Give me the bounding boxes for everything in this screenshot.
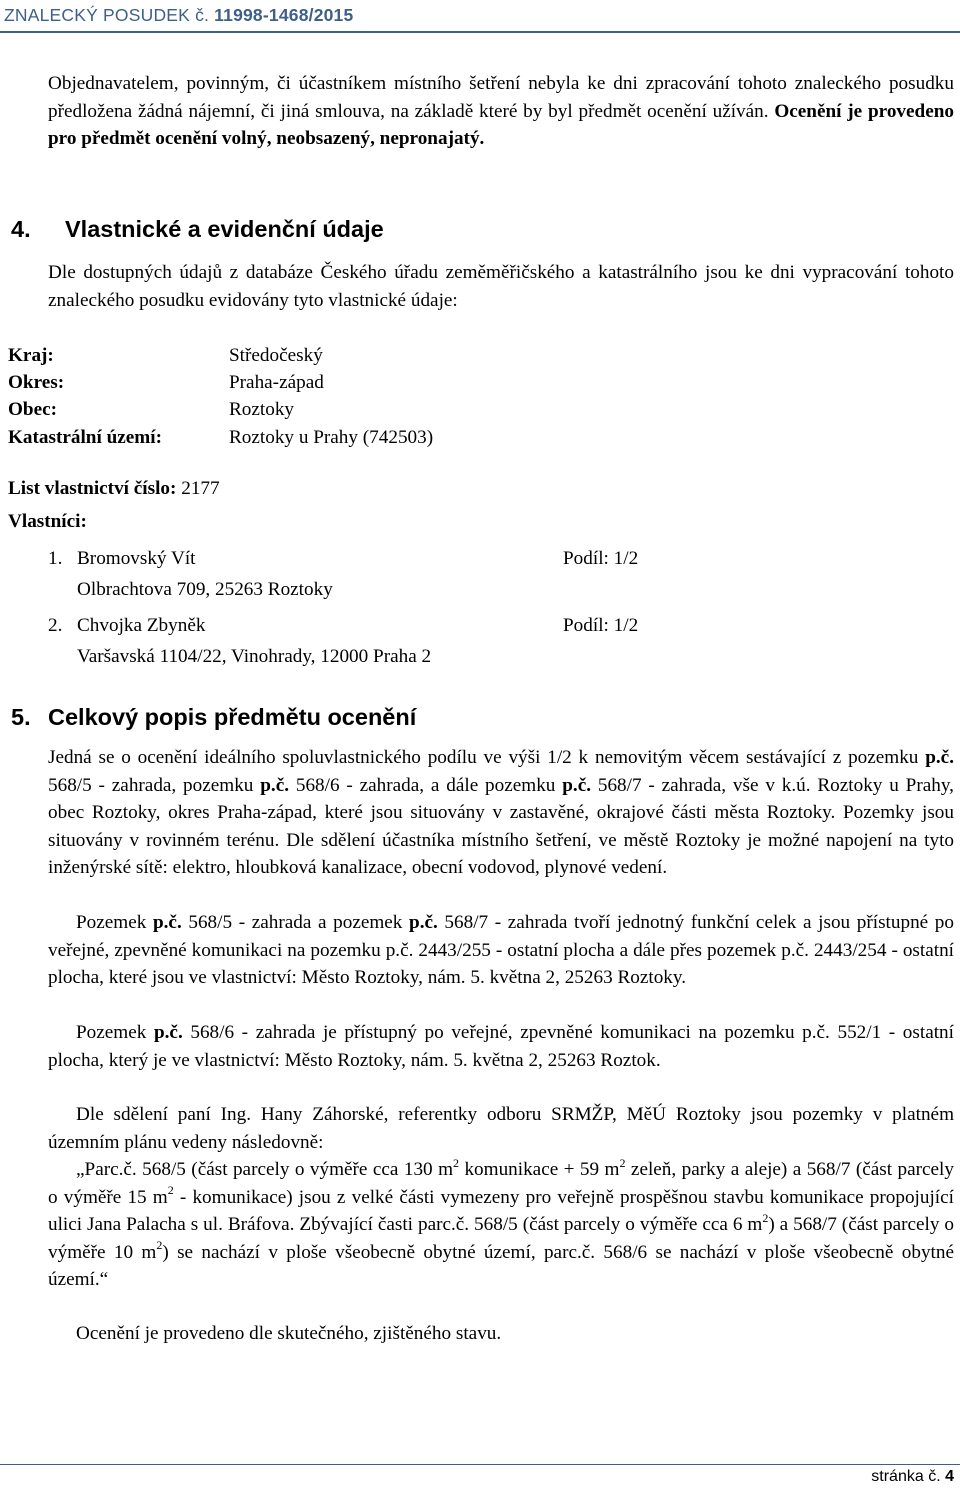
owner-share: Podíl: 1/2	[563, 615, 639, 636]
field-kraj: Kraj: Středočeský	[8, 345, 323, 366]
description-paragraph-2: Pozemek p.č. 568/5 - zahrada a pozemek p.č. 568/7 - zahrada tvoří jednotný funkční celek a jsou přístupné po veřejné, zpevněné komunikaci na pozemku p.č. 2443/255 - ostatní plocha a dále přes pozemek p.č. 2443/254 - ostatní plocha, které jsou ve vlastnictví: Město Roztoky, nám. 5. května 2, 25263 Roztoky.	[48, 912, 954, 989]
owner-1: 1. Bromovský Vít Podíl: 1/2 Olbrachtova 709, 25263 Roztoky	[48, 545, 688, 606]
field-katastralni-uzemi: Katastrální území: Roztoky u Prahy (742503)	[8, 426, 434, 448]
ownership-list	[8, 475, 220, 503]
owner-2: 2. Chvojka Zbyněk Podíl: 1/2 Varšavská 1104/22, Vinohrady, 12000 Praha 2	[48, 612, 688, 673]
page-header	[4, 2, 956, 30]
field-obec: Obec: Roztoky	[8, 399, 295, 421]
owner-name: Chvojka Zbyněk	[77, 615, 206, 636]
ownership-list-number: 2177	[181, 478, 220, 499]
owner-address: Varšavská 1104/22, Vinohrady, 12000 Praha 2	[77, 646, 432, 667]
footer-label: stránka č.	[871, 1468, 941, 1485]
field-okres: Okres: Praha-západ	[8, 372, 324, 394]
page-footer	[871, 1466, 954, 1488]
section-5-title: Celkový popis předmětu ocenění	[48, 704, 417, 730]
owners-label: Vlastníci:	[8, 511, 87, 532]
page-number: 4	[945, 1468, 954, 1485]
owner-address: Olbrachtova 709, 25263 Roztoky	[77, 579, 333, 600]
section-4-title: Vlastnické a evidenční údaje	[65, 216, 384, 242]
section-4-number: 4.	[11, 216, 31, 242]
owner-share: Podíl: 1/2	[563, 548, 639, 569]
header-number: 11998-1468/2015	[214, 5, 354, 25]
header-title: ZNALECKÝ POSUDEK č.	[4, 5, 210, 25]
ownership-list-label: List vlastnictví číslo:	[8, 478, 177, 499]
description-paragraph-6: Ocenění je provedeno dle skutečného, zjištěného stavu.	[76, 1323, 502, 1344]
intro-bold-text: Ocenění je provedeno pro předmět ocenění volný, neobsazený, nepronajatý.	[48, 100, 954, 150]
cadastral-fields	[8, 342, 608, 451]
intro-text: Objednavatelem, povinným, či účastníkem místního šetření nebyla ke dni zpracování tohoto znaleckého posudku předložena žádná nájemní, či jiná smlouva, na základě které by byl předmět ocenění užíván.	[48, 73, 954, 122]
description-paragraph-4: Dle sdělení paní Ing. Hany Záhorské, referentky odboru SRMŽP, MěÚ Roztoky jsou pozemky v platném územním plánu vedeny následovně:	[48, 1104, 954, 1153]
section-5-heading	[11, 702, 416, 732]
description-paragraph-1: Jedná se o ocenění ideálního spoluvlastnického podílu ve výši 1/2 k nemovitým věcem sestávající z pozemku p.č. 568/5 - zahrada, pozemku p.č. 568/6 - zahrada, a dále pozemku p.č. 568/7 - zahrada, vše v k.ú. Roztoky u Prahy, obec Roztoky, okres Praha-západ, které jsou situovány v zastavěné, okrajové části města Roztoky. Pozemky jsou situovány v rovinném terénu. Dle sdělení účastníka místního šetření, ve městě Roztoky je možné napojení na tyto inženýrské sítě: elektro, hloubková kanalizace, obecní vodovod, plynové vedení.	[48, 747, 954, 879]
section-5-number: 5.	[11, 704, 31, 730]
intro-paragraph	[48, 70, 954, 153]
header-rule	[0, 31, 960, 33]
description-paragraph-3: Pozemek p.č. 568/6 - zahrada je přístupný po veřejné, zpevněné komunikaci na pozemku p.č. 552/1 - ostatní plocha, který je ve vlastnictví: Město Roztoky, nám. 5. května 2, 25263 Roztok.	[48, 1022, 954, 1071]
section-4-text: Dle dostupných údajů z databáze Českého úřadu zeměměřičského a katastrálního jsou ke dni vypracování tohoto znaleckého posudku evidovány tyto vlastnické údaje:	[48, 262, 954, 311]
section-4-heading	[11, 214, 384, 244]
footer-rule	[0, 1464, 960, 1465]
description-paragraph-5: „Parc.č. 568/5 (část parcely o výměře cca 130 $m^2$ komunikace + 59 $m^2$ zeleň, parky a aleje) a 568/7 (část parcely o výměře 15 $m^2$ - komunikace) jsou z velké části vymezeny pro veřejně prospěšnou stavbu komunikace propojující ulici Jana Palacha s ul. Bráfova. Zbývající časti parc.č. 568/5 (část parcely o výměře cca 6 $m^2$) a 568/7 (část parcely o výměře 10 $m^2$) se nachází v ploše všeobecně obytné území, parc.č. 568/6 se nachází v ploše všeobecně obytné území.“	[48, 1155, 954, 1291]
owner-name: Bromovský Vít	[77, 548, 196, 569]
